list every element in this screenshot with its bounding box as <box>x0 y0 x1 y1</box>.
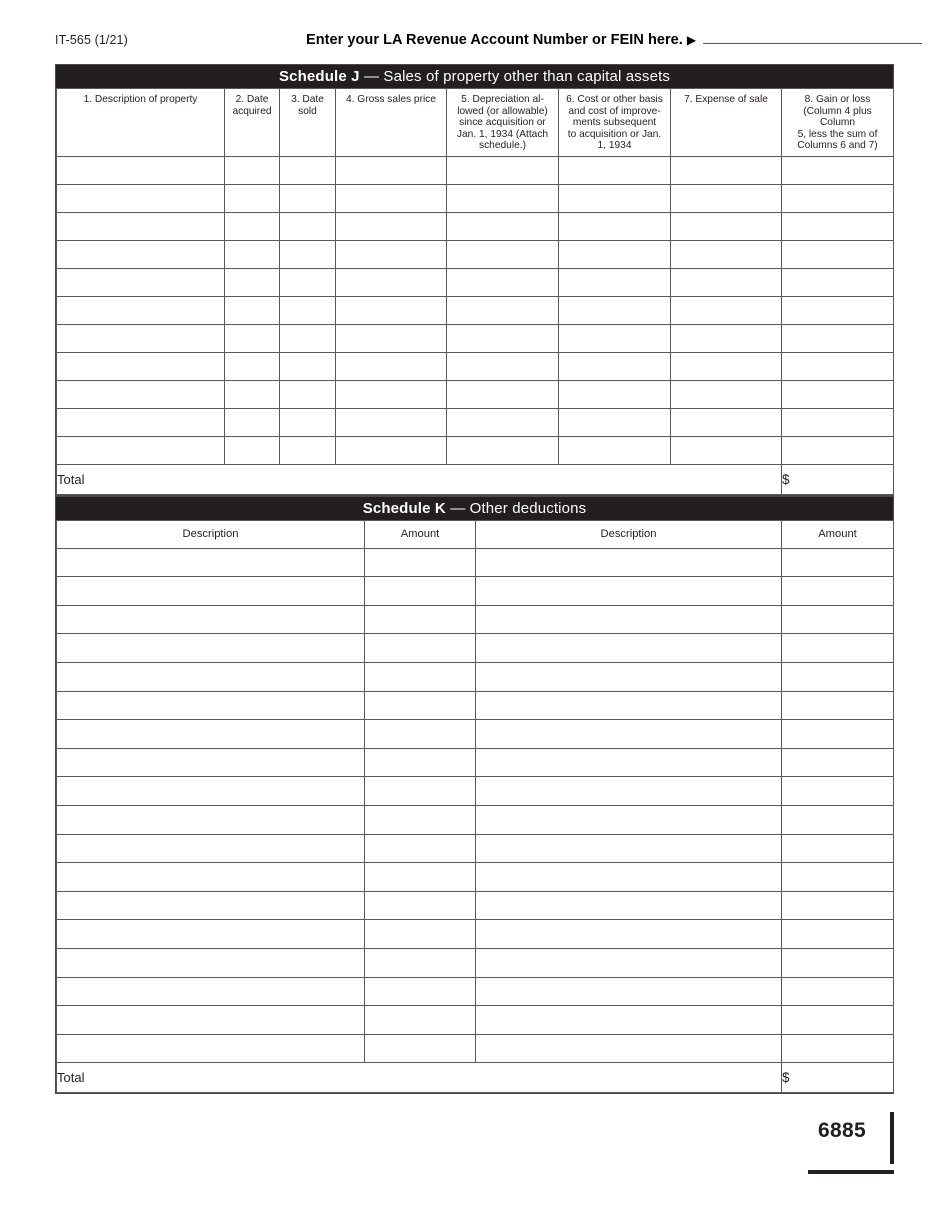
schedule-k-entry-cell[interactable] <box>57 605 365 634</box>
schedule-k-entry-cell[interactable] <box>782 1006 894 1035</box>
schedule-j-header-row <box>57 89 894 157</box>
schedule-j-entry-cell[interactable] <box>782 296 894 324</box>
schedule-j-entry-cell[interactable] <box>447 408 559 436</box>
schedule-k-entry-cell[interactable] <box>365 920 476 949</box>
schedule-k-entry-cell[interactable] <box>365 1034 476 1063</box>
table-row <box>57 720 894 749</box>
schedule-j-entry-cell[interactable] <box>671 436 782 464</box>
schedule-j-entry-cell[interactable] <box>447 380 559 408</box>
schedule-k-table <box>55 496 894 1094</box>
schedule-j-entry-cell[interactable] <box>280 324 336 352</box>
schedule-j-entry-cell[interactable] <box>336 408 447 436</box>
table-row <box>57 1034 894 1063</box>
table-row <box>57 352 894 380</box>
schedule-j-entry-cell[interactable] <box>225 156 280 184</box>
schedule-j-entry-cell[interactable] <box>225 324 280 352</box>
schedule-j-entry-cell[interactable] <box>225 352 280 380</box>
schedule-k-entry-cell[interactable] <box>782 863 894 892</box>
table-row <box>57 1006 894 1035</box>
schedule-j-entry-cell[interactable] <box>671 324 782 352</box>
schedule-j-entry-cell[interactable] <box>336 184 447 212</box>
table-row <box>57 948 894 977</box>
schedule-k-entry-cell[interactable] <box>365 577 476 606</box>
schedule-j-col-3-header: 3. Date sold <box>280 89 336 157</box>
table-row <box>57 296 894 324</box>
schedule-k-entry-cell[interactable] <box>476 863 782 892</box>
schedule-j-col-1-header: 1. Description of property <box>57 89 225 157</box>
table-row <box>57 548 894 577</box>
schedule-k-entry-cell[interactable] <box>782 1034 894 1063</box>
schedule-k-entry-cell[interactable] <box>476 577 782 606</box>
schedule-j-entry-cell[interactable] <box>57 156 225 184</box>
schedule-k-entry-cell[interactable] <box>365 977 476 1006</box>
schedule-j-entry-cell[interactable] <box>336 240 447 268</box>
schedule-j-entry-cell[interactable] <box>559 380 671 408</box>
schedule-j-entry-cell[interactable] <box>671 156 782 184</box>
schedule-j-entry-cell[interactable] <box>782 352 894 380</box>
table-row <box>57 634 894 663</box>
schedule-j-entry-cell[interactable] <box>280 380 336 408</box>
schedule-k-entry-cell[interactable] <box>365 748 476 777</box>
schedule-k-entry-cell[interactable] <box>782 948 894 977</box>
schedule-j-entry-cell[interactable] <box>671 380 782 408</box>
schedule-j-entry-cell[interactable] <box>447 296 559 324</box>
schedule-k-col-2-header: Amount <box>365 521 476 549</box>
table-row <box>57 268 894 296</box>
schedule-j-entry-cell[interactable] <box>225 296 280 324</box>
schedule-j-entry-cell[interactable] <box>447 324 559 352</box>
schedule-j-entry-cell[interactable] <box>280 212 336 240</box>
schedule-k-entry-cell[interactable] <box>57 1034 365 1063</box>
table-row <box>57 777 894 806</box>
schedule-k-entry-cell[interactable] <box>476 691 782 720</box>
schedule-j-entry-cell[interactable] <box>782 324 894 352</box>
schedule-k-entry-cell[interactable] <box>782 605 894 634</box>
schedule-j-entry-cell[interactable] <box>447 212 559 240</box>
corner-bracket-vertical-icon <box>890 1112 895 1164</box>
schedule-k-entry-cell[interactable] <box>57 920 365 949</box>
table-row <box>57 863 894 892</box>
schedule-k-entry-cell[interactable] <box>365 863 476 892</box>
schedule-k-entry-cell[interactable] <box>365 634 476 663</box>
schedule-k-entry-cell[interactable] <box>782 548 894 577</box>
schedule-k-entry-cell[interactable] <box>476 977 782 1006</box>
schedule-k-header-row <box>57 521 894 549</box>
schedule-k-entry-cell[interactable] <box>782 577 894 606</box>
schedule-j-entry-cell[interactable] <box>447 436 559 464</box>
schedule-j-entry-cell[interactable] <box>225 380 280 408</box>
table-row <box>57 184 894 212</box>
schedule-k-entry-cell[interactable] <box>57 1006 365 1035</box>
schedule-k-entry-cell[interactable] <box>57 748 365 777</box>
table-row <box>57 380 894 408</box>
schedule-k-entry-cell[interactable] <box>365 720 476 749</box>
black-right-triangle-icon: ▶ <box>686 33 697 47</box>
schedule-j-entry-cell[interactable] <box>57 408 225 436</box>
schedule-j-entry-cell[interactable] <box>559 324 671 352</box>
schedule-j-col-7-header: 7. Expense of sale <box>671 89 782 157</box>
fein-entry-block <box>306 30 922 48</box>
schedule-j-entry-cell[interactable] <box>782 380 894 408</box>
table-row <box>57 662 894 691</box>
schedule-j-entry-cell[interactable] <box>671 212 782 240</box>
page-number-block <box>790 1112 900 1174</box>
schedule-k-entry-cell[interactable] <box>57 691 365 720</box>
schedule-j-entry-cell[interactable] <box>280 408 336 436</box>
schedule-j-col-4-header: 4. Gross sales price <box>336 89 447 157</box>
schedule-j-entry-cell[interactable] <box>57 268 225 296</box>
schedule-j-col-8-header: 8. Gain or loss (Column 4 plus Column 5, less the sum of Columns 6 and 7) <box>782 89 894 157</box>
schedule-j-entry-cell[interactable] <box>225 184 280 212</box>
schedule-j-entry-cell[interactable] <box>280 352 336 380</box>
schedule-j-total-label: Total <box>57 464 782 494</box>
corner-bracket-horizontal-icon <box>808 1170 894 1175</box>
schedule-k-entry-cell[interactable] <box>57 977 365 1006</box>
table-row <box>57 156 894 184</box>
schedule-j-entry-cell[interactable] <box>447 352 559 380</box>
schedule-k-entry-cell[interactable] <box>476 605 782 634</box>
schedule-j-entry-cell[interactable] <box>559 184 671 212</box>
table-row <box>57 891 894 920</box>
schedule-j-entry-cell[interactable] <box>280 436 336 464</box>
schedule-j-entry-cell[interactable] <box>559 240 671 268</box>
table-row <box>57 691 894 720</box>
schedule-k-entry-cell[interactable] <box>57 548 365 577</box>
schedule-j-title-bar <box>56 65 893 88</box>
schedule-k-entry-cell[interactable] <box>365 691 476 720</box>
schedule-j-entry-cell[interactable] <box>280 268 336 296</box>
schedule-k-entry-cell[interactable] <box>782 891 894 920</box>
schedule-j-col-6-header: 6. Cost or other basis and cost of improve- ments subsequent to acquisition or Jan. 1, 1934 <box>559 89 671 157</box>
schedule-k-entry-cell[interactable] <box>365 777 476 806</box>
schedule-k-total-row <box>57 1063 894 1093</box>
schedule-k-entry-cell[interactable] <box>476 834 782 863</box>
schedule-k-entry-cell[interactable] <box>365 1006 476 1035</box>
schedule-k-entry-cell[interactable] <box>782 748 894 777</box>
schedule-j-entry-cell[interactable] <box>57 184 225 212</box>
schedule-j-entry-cell[interactable] <box>782 240 894 268</box>
schedule-k-entry-cell[interactable] <box>57 805 365 834</box>
schedule-j-entry-cell[interactable] <box>57 436 225 464</box>
schedule-j-entry-cell[interactable] <box>225 268 280 296</box>
schedule-k-entry-cell[interactable] <box>476 662 782 691</box>
schedule-j-entry-cell[interactable] <box>447 184 559 212</box>
schedule-j-entry-cell[interactable] <box>782 212 894 240</box>
schedule-j-entry-cell[interactable] <box>671 268 782 296</box>
page-number: 6885 <box>818 1119 866 1142</box>
schedule-j-entry-cell[interactable] <box>57 296 225 324</box>
schedule-k-entry-cell[interactable] <box>365 548 476 577</box>
table-row <box>57 977 894 1006</box>
table-row <box>57 605 894 634</box>
schedule-j-entry-cell[interactable] <box>280 156 336 184</box>
schedule-k-entry-cell[interactable] <box>365 805 476 834</box>
schedule-j-body <box>57 156 894 464</box>
schedule-k-entry-cell[interactable] <box>57 834 365 863</box>
schedule-k-total-value-cell[interactable]: $ <box>782 1063 894 1093</box>
schedule-j-entry-cell[interactable] <box>225 240 280 268</box>
schedule-j-entry-cell[interactable] <box>559 352 671 380</box>
schedule-k-entry-cell[interactable] <box>57 720 365 749</box>
table-row <box>57 436 894 464</box>
schedule-j-entry-cell[interactable] <box>447 156 559 184</box>
schedule-j-entry-cell[interactable] <box>280 296 336 324</box>
schedule-k-entry-cell[interactable] <box>57 777 365 806</box>
schedule-j-entry-cell[interactable] <box>336 324 447 352</box>
schedule-j-entry-cell[interactable] <box>57 380 225 408</box>
schedule-k-entry-cell[interactable] <box>476 548 782 577</box>
table-row <box>57 920 894 949</box>
fein-instruction-label: Enter your LA Revenue Account Number or FEIN here. <box>306 32 683 48</box>
schedule-j-entry-cell[interactable] <box>336 296 447 324</box>
schedule-j-entry-cell[interactable] <box>671 296 782 324</box>
schedule-j-grid <box>56 88 894 495</box>
schedule-j-entry-cell[interactable] <box>336 352 447 380</box>
schedule-k-entry-cell[interactable] <box>476 805 782 834</box>
schedule-j-entry-cell[interactable] <box>57 212 225 240</box>
schedule-k-title-bold: Schedule K <box>362 500 446 517</box>
schedule-k-body <box>57 548 894 1063</box>
table-row <box>57 408 894 436</box>
schedule-k-entry-cell[interactable] <box>365 605 476 634</box>
schedule-k-entry-cell[interactable] <box>365 834 476 863</box>
schedule-j-entry-cell[interactable] <box>559 436 671 464</box>
schedule-k-col-3-header: Description <box>476 521 782 549</box>
schedule-k-entry-cell[interactable] <box>57 577 365 606</box>
schedule-k-entry-cell[interactable] <box>476 1006 782 1035</box>
schedule-k-entry-cell[interactable] <box>782 977 894 1006</box>
schedule-k-entry-cell[interactable] <box>782 662 894 691</box>
schedule-j-entry-cell[interactable] <box>280 240 336 268</box>
schedule-j-entry-cell[interactable] <box>559 408 671 436</box>
schedule-k-entry-cell[interactable] <box>476 920 782 949</box>
schedule-k-entry-cell[interactable] <box>782 834 894 863</box>
schedule-j-entry-cell[interactable] <box>336 212 447 240</box>
schedule-j-entry-cell[interactable] <box>447 240 559 268</box>
schedule-j-entry-cell[interactable] <box>782 436 894 464</box>
schedule-j-entry-cell[interactable] <box>57 240 225 268</box>
schedule-j-entry-cell[interactable] <box>336 156 447 184</box>
schedule-k-entry-cell[interactable] <box>57 891 365 920</box>
schedule-j-entry-cell[interactable] <box>671 240 782 268</box>
schedule-k-title-bar <box>56 497 893 520</box>
schedule-k-entry-cell[interactable] <box>476 748 782 777</box>
table-row <box>57 324 894 352</box>
schedule-j-entry-cell[interactable] <box>57 324 225 352</box>
schedule-j-col-2-header: 2. Date acquired <box>225 89 280 157</box>
table-row <box>57 805 894 834</box>
schedule-k-entry-cell[interactable] <box>57 662 365 691</box>
schedule-k-entry-cell[interactable] <box>57 863 365 892</box>
schedule-j-entry-cell[interactable] <box>336 380 447 408</box>
schedule-k-entry-cell[interactable] <box>782 691 894 720</box>
schedule-j-entry-cell[interactable] <box>559 268 671 296</box>
schedule-j-entry-cell[interactable] <box>57 352 225 380</box>
schedule-j-entry-cell[interactable] <box>671 408 782 436</box>
schedule-k-grid <box>56 520 894 1093</box>
schedule-j-entry-cell[interactable] <box>559 212 671 240</box>
page-header <box>0 30 950 56</box>
schedule-k-entry-cell[interactable] <box>782 920 894 949</box>
schedule-k-entry-cell[interactable] <box>476 948 782 977</box>
schedule-j-entry-cell[interactable] <box>782 408 894 436</box>
schedule-k-entry-cell[interactable] <box>57 634 365 663</box>
schedule-k-entry-cell[interactable] <box>782 634 894 663</box>
schedule-k-entry-cell[interactable] <box>476 720 782 749</box>
schedule-k-entry-cell[interactable] <box>476 634 782 663</box>
schedule-k-entry-cell[interactable] <box>365 948 476 977</box>
table-row <box>57 834 894 863</box>
schedule-j-entry-cell[interactable] <box>782 156 894 184</box>
schedule-j-entry-cell[interactable] <box>671 184 782 212</box>
form-id-label: IT-565 (1/21) <box>55 33 128 47</box>
schedule-k-entry-cell[interactable] <box>476 891 782 920</box>
schedule-j-table <box>55 64 894 496</box>
table-row <box>57 577 894 606</box>
fein-input-line[interactable] <box>703 30 922 44</box>
schedule-k-col-4-header: Amount <box>782 521 894 549</box>
schedule-k-entry-cell[interactable] <box>782 805 894 834</box>
schedule-k-title-rest: — Other deductions <box>445 500 587 517</box>
schedule-k-col-1-header: Description <box>57 521 365 549</box>
table-row <box>57 240 894 268</box>
schedule-k-entry-cell[interactable] <box>782 720 894 749</box>
schedule-j-entry-cell[interactable] <box>336 268 447 296</box>
schedule-j-entry-cell[interactable] <box>225 436 280 464</box>
schedule-j-entry-cell[interactable] <box>671 352 782 380</box>
schedule-j-entry-cell[interactable] <box>559 156 671 184</box>
schedule-k-entry-cell[interactable] <box>476 1034 782 1063</box>
schedule-j-entry-cell[interactable] <box>447 268 559 296</box>
table-row <box>57 212 894 240</box>
schedule-j-entry-cell[interactable] <box>280 184 336 212</box>
table-row <box>57 748 894 777</box>
schedule-j-entry-cell[interactable] <box>225 408 280 436</box>
schedule-k-entry-cell[interactable] <box>365 891 476 920</box>
schedule-j-entry-cell[interactable] <box>559 296 671 324</box>
schedule-j-total-row <box>57 464 894 494</box>
schedule-j-title-bold: Schedule J <box>278 68 360 85</box>
schedule-k-entry-cell[interactable] <box>782 777 894 806</box>
schedule-j-entry-cell[interactable] <box>782 184 894 212</box>
schedule-j-title-rest: — Sales of property other than capital assets <box>359 68 671 85</box>
schedule-j-col-5-header: 5. Depreciation al- lowed (or allowable) since acquisition or Jan. 1, 1934 (Attach schedule.) <box>447 89 559 157</box>
schedule-j-total-value-cell[interactable]: $ <box>782 464 894 494</box>
schedule-j-entry-cell[interactable] <box>782 268 894 296</box>
schedule-k-entry-cell[interactable] <box>476 777 782 806</box>
schedule-k-entry-cell[interactable] <box>365 662 476 691</box>
schedule-j-entry-cell[interactable] <box>225 212 280 240</box>
schedule-k-total-label: Total <box>57 1063 782 1093</box>
schedule-j-entry-cell[interactable] <box>336 436 447 464</box>
schedule-k-entry-cell[interactable] <box>57 948 365 977</box>
